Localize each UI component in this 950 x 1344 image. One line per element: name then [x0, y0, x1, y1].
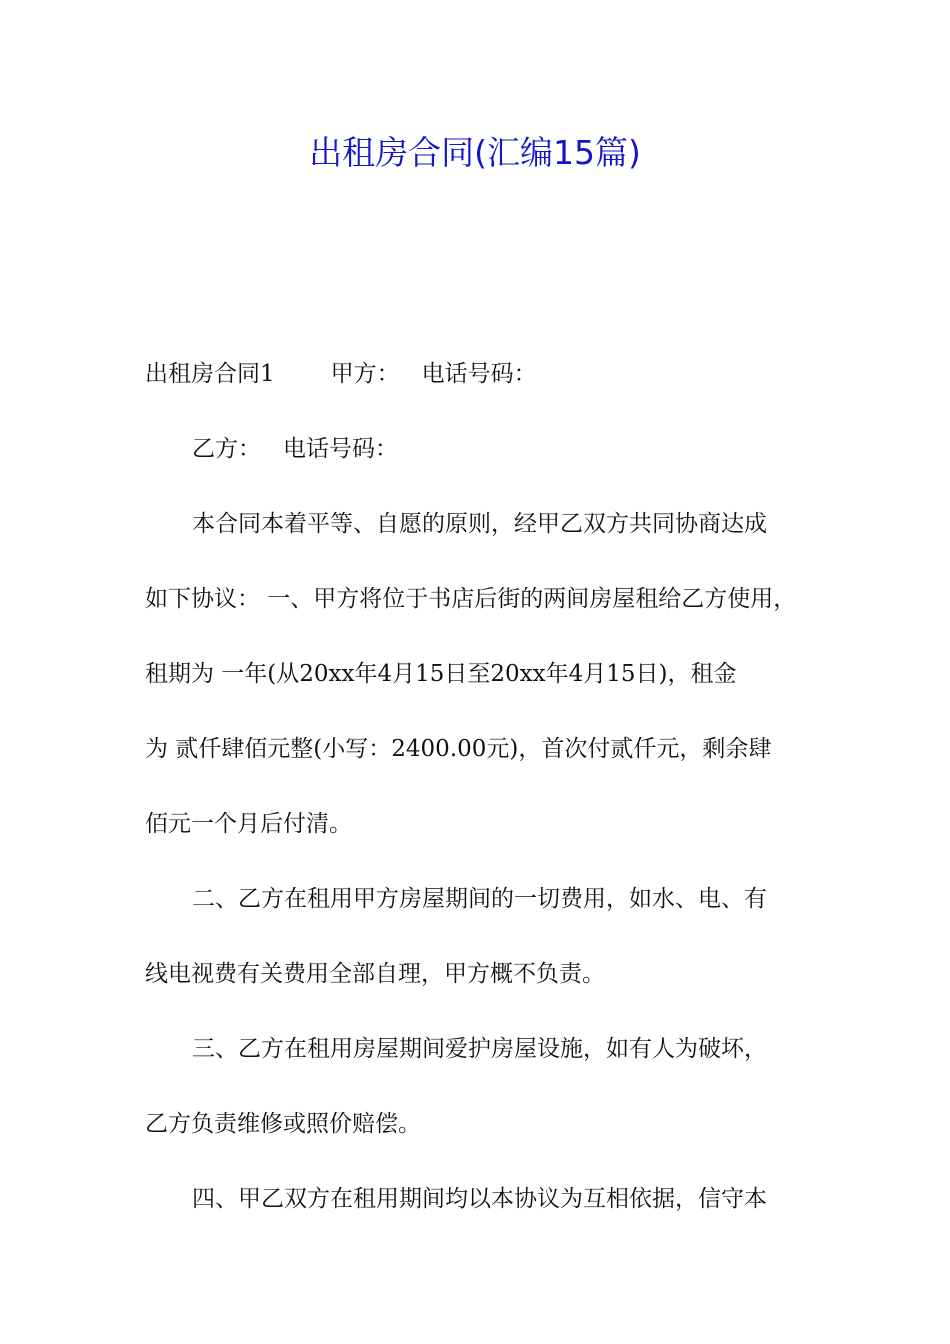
contract-heading: 出租房合同1 [145, 361, 275, 387]
text-line-10: 三、乙方在租用房屋期间爱护房屋设施，如有人为破坏， [192, 1036, 767, 1062]
document-title: 出租房合同(汇编15篇) [309, 133, 641, 172]
text-line-12: 四、甲乙双方在租用期间均以本协议为互相依据，信守本 [192, 1186, 767, 1212]
text-line-7: 佰元一个月后付清。 [145, 811, 352, 837]
text-line-9: 线电视费有关费用全部自理，甲方概不负责。 [145, 961, 605, 987]
text-line-1 [145, 337, 815, 412]
text-line-4: 如下协议： 一、甲方将位于书店后街的两间房屋租给乙方使用， [145, 586, 797, 612]
text-line-8: 二、乙方在租用甲方房屋期间的一切费用，如水、电、有 [192, 886, 767, 912]
text-line-2 [145, 412, 815, 487]
party-b-phone-label: 电话号码： [283, 436, 398, 462]
party-a-label: 甲方： [330, 361, 400, 387]
text-line-3: 本合同本着平等、自愿的原则，经甲乙双方共同协商达成 [192, 511, 767, 537]
text-line-5: 租期为 一年(从20xx年4月15日至20xx年4月15日)，租金 [145, 661, 737, 687]
party-b-label: 乙方： [192, 436, 261, 462]
party-a-phone-label: 电话号码： [421, 361, 537, 387]
text-line-6: 为 贰仟肆佰元整(小写：2400.00元)，首次付贰仟元，剩余肆 [145, 736, 772, 762]
text-line-11: 乙方负责维修或照价赔偿。 [145, 1111, 421, 1137]
document-body [145, 337, 815, 1237]
